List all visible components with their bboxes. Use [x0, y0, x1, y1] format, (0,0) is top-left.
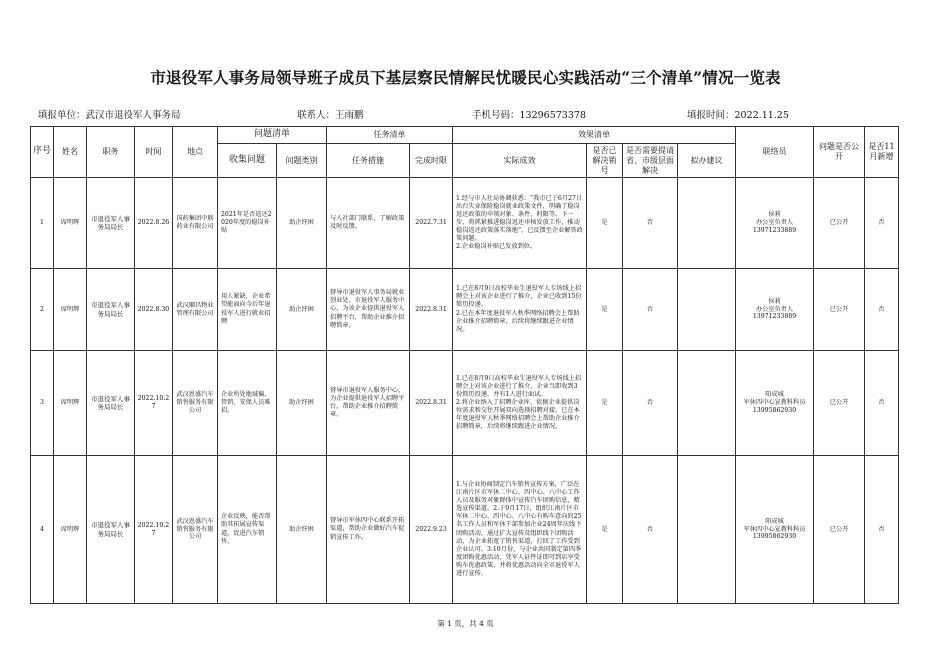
table-row — [31, 269, 899, 351]
cell-resolved: 是 — [587, 456, 623, 604]
cell-collect: 2021年是否返还2020年度的稳岗补贴 — [218, 178, 277, 269]
cell-category: 助企纾困 — [277, 351, 327, 456]
cell-time: 2022.8.30 — [135, 269, 173, 351]
cell-liaison: 阳成城 军休四中心宣教科科员 13995862930 — [736, 456, 814, 604]
cell-liaison: 阳成城 军休四中心宣教科科员 13995862930 — [736, 351, 814, 456]
cell-category: 助企纾困 — [277, 269, 327, 351]
cell-suggest — [678, 269, 736, 351]
header-time: 时间 — [135, 127, 173, 178]
cell-seq: 2 — [31, 269, 54, 351]
cell-result: 1.与企业协商制定汽车销售宣传方案，广泛在江南片区市军休二中心、四中心、八中心工作人员及服务对象群体中宣传汽车团购信息，精选宣传渠道。2.于9月17日，组织江南片区市军休二中心、四中心、八中心有购车意向的25名工作人员和军休干部参加企业24周年庆线下团购活动，通过扩大宣传及组织线下团购活动，为企业拓宽了销售渠道，打回了工作受到企业认可。3.10月份，与企业共同制定第四季度团购优惠活动，凭军人证件证即可到店享受购车优惠政策，并将优惠活动向全市退役军人进行宣传。 — [453, 456, 587, 604]
cell-deadline: 2022.8.31 — [410, 269, 453, 351]
cell-deadline: 2022.8.31 — [410, 351, 453, 456]
table-row — [31, 351, 899, 456]
cell-public: 已公开 — [814, 456, 865, 604]
cell-category: 助企纾困 — [277, 456, 327, 604]
cell-new: 否 — [865, 269, 899, 351]
cell-place: 武汉顺昌物业管理有限公司 — [173, 269, 218, 351]
cell-resolved: 是 — [587, 178, 623, 269]
cell-resolved: 是 — [587, 351, 623, 456]
cell-seq: 4 — [31, 456, 54, 604]
header-measure: 任务措施 — [327, 144, 410, 178]
cell-time: 2022.10.27 — [135, 351, 173, 456]
header-resolved: 是否已解决销号 — [587, 144, 623, 178]
cell-result: 1.已在8月9日高校毕业生退役军人专场线上招聘会上对该企业进行了推介，企业当即收到3份简历投递，并有1人进行面试。 2.将企业纳入了招聘企业库，依据企业提供岗位需求和交往开展双向选择招聘对接，已在本年度退役军人秋季网络招聘会上帮助企业推介招聘简章，后续将继续跟进企业情况。 — [453, 351, 587, 456]
page-title: 市退役军人事务局领导班子成员下基层察民情解民忧暖民心实践活动“三个清单”情况一览表 — [150, 68, 781, 87]
cell-duty: 市退役军人事务局局长 — [87, 351, 135, 456]
header-result: 实际成效 — [453, 144, 587, 178]
header-liaison: 联络员 — [736, 127, 814, 178]
fill-date: 填报时间：2022.11.25 — [687, 110, 789, 121]
cell-measure: 督导市退役军人服务中心，为企业提供退役军人招聘平台，帮助企业推介招聘简章。 — [327, 351, 410, 456]
cell-submit: 否 — [623, 269, 678, 351]
cell-seq: 3 — [31, 351, 54, 456]
header-effect-list: 效果清单 — [453, 127, 736, 144]
cell-duty: 市退役军人事务局局长 — [87, 178, 135, 269]
header-duty: 职务 — [87, 127, 135, 178]
cell-submit: 否 — [623, 456, 678, 604]
header-collect: 收集问题 — [218, 144, 277, 178]
phone-number: 手机号码：13296573378 — [472, 110, 586, 121]
cell-resolved: 是 — [587, 269, 623, 351]
cell-duty: 市退役军人事务局局长 — [87, 456, 135, 604]
cell-name: 席明辉 — [54, 269, 87, 351]
cell-result: 1.已在8月9日高校毕业生退役军人专场线上招聘会上对该企业进行了推介，企业已收到15份简历投递。 2.已在本年度退役军人秋季网络招聘会上帮助企业推介招聘简章，后续将继续跟进企业情况。 — [453, 269, 587, 351]
table-row — [31, 456, 899, 604]
cell-place: 武汉恩盛汽车销售服务有限公司 — [173, 456, 218, 604]
header-submit: 是否需要提请省、市级层面解决 — [623, 144, 678, 178]
header-category: 问题类别 — [277, 144, 327, 178]
cell-new: 否 — [865, 351, 899, 456]
cell-measure: 督导市退役军人事务局就业创业处、市退役军人服务中心，为该企业提供退役军人招聘平台，帮助企业推介招聘简章。 — [327, 269, 410, 351]
cell-place: 国药集团中联药业有限公司 — [173, 178, 218, 269]
cell-public: 已公开 — [814, 269, 865, 351]
header-seq: 序号 — [31, 127, 54, 178]
cell-liaison: 侯莉 办公室负责人 13971233889 — [736, 178, 814, 269]
header-suggest: 拟办建议 — [678, 144, 736, 178]
header-name: 姓名 — [54, 127, 87, 178]
cell-collect: 企业所处地域偏、管销、安保人员难招。 — [218, 351, 277, 456]
cell-collect: 用人紧缺，企业希望能面向今后年退役军人进行就业招聘 — [218, 269, 277, 351]
header-new: 是否11月新增 — [865, 127, 899, 178]
cell-submit: 否 — [623, 178, 678, 269]
cell-suggest — [678, 351, 736, 456]
cell-measure: 督导市军休四中心联系开拓渠道，帮助企业做好汽车促销宣传工作。 — [327, 456, 410, 604]
page-footer: 第 1 页，共 4 页 — [437, 619, 494, 628]
cell-public: 已公开 — [814, 178, 865, 269]
cell-deadline: 2022.9.23 — [410, 456, 453, 604]
cell-seq: 1 — [31, 178, 54, 269]
cell-name: 席明辉 — [54, 456, 87, 604]
cell-time: 2022.10.27 — [135, 456, 173, 604]
cell-suggest — [678, 456, 736, 604]
cell-liaison: 侯莉 办公室负责人 13971233889 — [736, 269, 814, 351]
summary-table — [30, 126, 899, 604]
cell-new: 否 — [865, 178, 899, 269]
table-row — [31, 178, 899, 269]
cell-name: 席明辉 — [54, 351, 87, 456]
cell-name: 席明辉 — [54, 178, 87, 269]
cell-suggest — [678, 178, 736, 269]
header-deadline: 完成时限 — [410, 144, 453, 178]
cell-collect: 企业反映，能否帮助其拓展宣传渠道，促进汽车销售。 — [218, 456, 277, 604]
cell-public: 已公开 — [814, 351, 865, 456]
cell-submit: 否 — [623, 351, 678, 456]
header-task-list: 任务清单 — [327, 127, 453, 144]
cell-duty: 市退役军人事务局局长 — [87, 269, 135, 351]
header-public: 问题是否公开 — [814, 127, 865, 178]
cell-category: 助企纾困 — [277, 178, 327, 269]
cell-place: 武汉恩盛汽车销售服务有限公司 — [173, 351, 218, 456]
cell-deadline: 2022.7.31 — [410, 178, 453, 269]
cell-new: 否 — [865, 456, 899, 604]
header-place: 地点 — [173, 127, 218, 178]
contact-person: 联系人：王雨鹏 — [297, 110, 364, 121]
fill-unit: 填报单位：武汉市退役军人事务局 — [38, 110, 181, 121]
cell-measure: 与人社部门联系，了解政策及时反馈。 — [327, 178, 410, 269]
cell-time: 2022.8.26 — [135, 178, 173, 269]
header-problem-list: 问题清单 — [218, 127, 327, 144]
cell-result: 1.经与市人社局协调获悉：“我市已于6月27日出台失业保险稳岗就业政策文件，明确了稳岗返还政策的申领对象、条件、时限等。下一步，将抓紧推进稳岗返还审核发放工作，推动稳岗返还政策落实落地”，已反馈至企业解答政策问题。 2.企业稳岗补贴已发放到位。 — [453, 178, 587, 269]
